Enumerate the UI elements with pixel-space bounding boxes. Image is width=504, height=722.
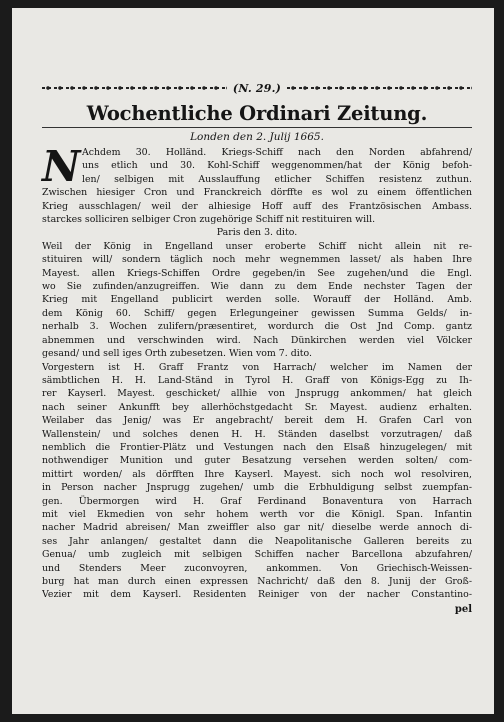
text-line: Wallenstein/ und solches denen H. H. Ständen daselbst vorzutragen/ daß bbox=[42, 428, 472, 440]
text-line: abnemmen und verschwinden wird. Nach Dünkirchen werden viel Völcker bbox=[42, 334, 472, 346]
text-line: Krieg ausschlagen/ weil der alhiesige Hoff auff des Frantzösischen Ambass. bbox=[42, 200, 472, 212]
text-line: nemblich die Frontier-Plätz und Vestungen nach den Elsaß hinzugelegen/ mit bbox=[42, 441, 472, 453]
text-line: gen. Übermorgen wird H. Graf Ferdinand Bonaventura von Harrach bbox=[42, 495, 472, 507]
initial-letter: N bbox=[42, 142, 81, 191]
text-line: Weilaber das Jenig/ was Er angebracht/ bereit dem H. Grafen Carl von bbox=[42, 415, 472, 427]
text-line: nach seiner Ankunfft bey allerhöchstgedacht Sr. Mayest. audienz erhalten. bbox=[42, 401, 472, 413]
dateline-london: Londen den 2. Julij 1665. bbox=[190, 131, 324, 143]
newspaper-page bbox=[42, 80, 472, 615]
text-line: mittirt worden/ als dörfften Ihre Kayserl. Mayest. sich noch wol resolviren, bbox=[42, 468, 472, 480]
text-line: Achdem 30. Holländ. Kriegs-Schiff nach den Norden abfahrend/ bbox=[82, 147, 472, 158]
text-line: Krieg mit Engelland publicirt werden solle. Worauff der Holländ. Amb. bbox=[42, 294, 472, 306]
text-line: nacher Madrid abreisen/ Man zweiffler also gar nit/ dieselbe werde annoch di- bbox=[42, 522, 472, 534]
text-line: gesand/ und sell iges Orth zubesetzen. Wien vom 7. dito. bbox=[42, 348, 312, 360]
text-line: Mayest. allen Kriegs-Schiffen Ordre gegeben/in See zugehen/und die Engl. bbox=[42, 267, 472, 279]
text-line: len/ selbigen mit Ausslauffung etlicher Schiffen resistenz zuthun. bbox=[82, 173, 472, 185]
ornament-left bbox=[42, 84, 227, 92]
text-line: Vorgestern ist H. Graff Frantz von Harrach/ welcher im Namen der bbox=[42, 361, 472, 373]
text-line: uns etlich und 30. Kohl-Schiff weggenommen/hat der König befoh- bbox=[82, 160, 472, 172]
text-line: Zwischen hiesiger Cron und Franckreich dörffte es wol zu einem öffentlichen bbox=[42, 187, 472, 199]
catchword: pel bbox=[454, 603, 472, 615]
initial-paragraph bbox=[42, 142, 472, 191]
text-line: starckes solliciren selbiger Cron zugehörige Schiff nit restituiren will. bbox=[42, 214, 376, 226]
text-line: in Person nacher Jnsprugg zugehen/ umb die Erbhuldigung selbst zuempfan- bbox=[42, 482, 472, 494]
text-line: Vezier mit dem Kayserl. Residenten Reiniger von der nacher Constantino- bbox=[42, 589, 472, 601]
text-line: rer Kayserl. Mayest. geschicket/ allhie von Jnsprugg ankommen/ hat gleich bbox=[42, 388, 472, 400]
newspaper-title: Wochentliche Ordinari Zeitung. bbox=[86, 102, 428, 125]
article-body bbox=[42, 142, 472, 602]
newspaper-sheet bbox=[12, 8, 494, 714]
ornament-right bbox=[287, 84, 472, 92]
text-line: sämbtlichen H. H. Land-Ständ in Tyrol H. Graff von Königs-Egg zu Ih- bbox=[42, 374, 472, 386]
text-line: stituiren will/ sondern täglich noch mehr wegnemmen lasset/ als haben Ihre bbox=[42, 254, 472, 266]
text-line: Paris den 3. dito. bbox=[216, 227, 298, 239]
text-line: ses Jahr anlangen/ gestaltet dann die Neapolitanische Galleren bereits zu bbox=[42, 535, 472, 547]
issue-number: (N. 29.) bbox=[232, 81, 282, 95]
text-line: mit viel Ekmedien von sehr hohem werth vor die Königl. Span. Infantin bbox=[42, 508, 472, 520]
text-line: Weil der König in Engelland unser eroberte Schiff nicht allein nit re- bbox=[42, 240, 472, 252]
text-line: burg hat man durch einen expressen Nachricht/ daß den 8. Junij der Groß- bbox=[42, 576, 472, 587]
text-line: und Stenders Meer zuconvoyren, ankommen. Von Griechisch-Weissen- bbox=[42, 562, 472, 574]
text-line: nothwendiger Munition und guter Besatzung versehen werden solten/ com- bbox=[42, 455, 472, 467]
text-line: Genua/ umb zugleich mit selbigen Schiffen nacher Barcellona abzufahren/ bbox=[42, 549, 472, 561]
text-line: dem König 60. Schiff/ gegen Erlegungeiner gewissen Summa Gelds/ in- bbox=[42, 307, 472, 319]
text-line: nerhalb 3. Wochen zulifern/præsentiret, wordurch die Ost Jnd Comp. gantz bbox=[42, 321, 472, 333]
title-rule bbox=[42, 127, 472, 128]
masthead bbox=[42, 80, 472, 96]
text-line: wo Sie zufinden/anzugreiffen. Wie dann zu dem Ende nechster Tagen der bbox=[42, 281, 472, 293]
